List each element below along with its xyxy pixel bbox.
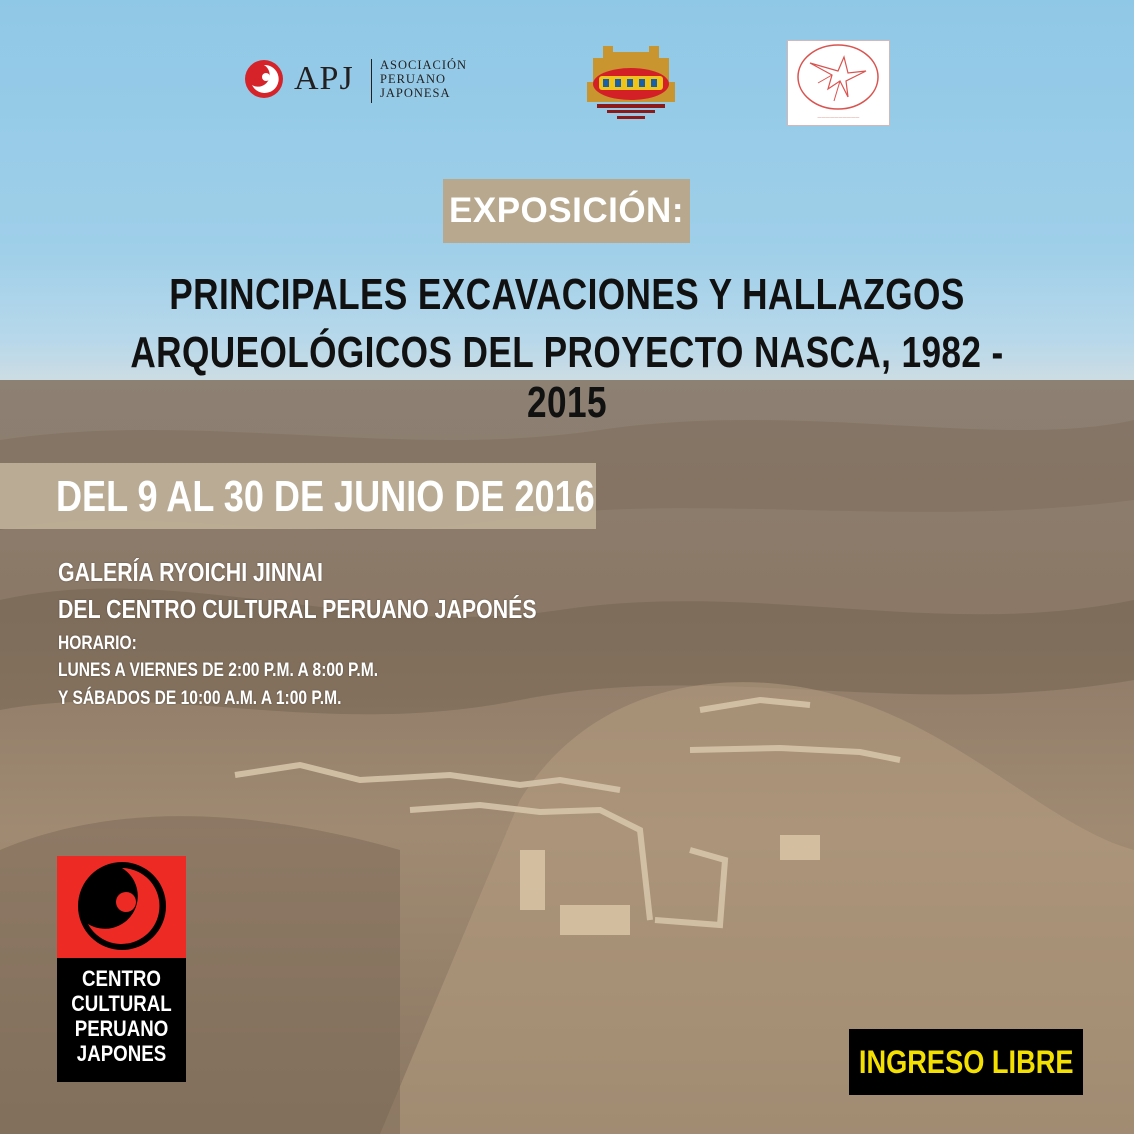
exhibition-label-text: EXPOSICIÓN:: [449, 191, 684, 230]
apj-name-line2: PERUANO: [380, 72, 447, 86]
nasca-bird-geoglyph-icon: [788, 41, 889, 117]
centro-cultural-line1: CENTRO: [82, 966, 161, 991]
schedule-line-2: Y SÁBADOS DE 10:00 A.M. A 1:00 P.M.: [58, 688, 342, 709]
title-line-1: PRINCIPALES EXCAVACIONES Y HALLAZGOS: [169, 270, 965, 319]
ciean-logo: [787, 40, 890, 126]
venue-line-1: GALERÍA RYOICHI JINNAI: [58, 557, 323, 587]
exhibition-label: [443, 179, 690, 243]
centro-cultural-line3: PERUANO: [74, 1016, 169, 1041]
schedule-line-1: LUNES A VIERNES DE 2:00 P.M. A 8:00 P.M.: [58, 660, 379, 681]
venue-line-2: DEL CENTRO CULTURAL PERUANO JAPONÉS: [58, 594, 537, 624]
apj-name-line3: JAPONESA: [380, 86, 451, 100]
centro-cultural-line4: JAPONES: [76, 1041, 167, 1066]
apj-name-line1: ASOCIACIÓN: [380, 58, 468, 72]
admission-badge: [849, 1029, 1083, 1095]
admission-text: INGRESO LIBRE: [858, 1043, 1074, 1080]
centro-cultural-logo-mark: [57, 856, 186, 958]
centro-cultural-name: [67, 966, 177, 1066]
apj-swirl-icon: [244, 59, 284, 99]
schedule-label: HORARIO:: [58, 633, 137, 654]
ciean-caption: ——————————: [817, 114, 860, 119]
apj-name: [380, 58, 467, 100]
date-text: DEL 9 AL 30 DE JUNIO DE 2016: [56, 472, 595, 521]
centro-cultural-logo: [57, 856, 186, 1082]
apj-divider: [371, 59, 372, 103]
apj-logo: [244, 55, 479, 107]
congress-emblem-icon: [583, 42, 679, 122]
congress-logo: [583, 42, 679, 122]
title-line-2: ARQUEOLÓGICOS DEL PROYECTO NASCA, 1982 - 2015: [130, 328, 1004, 427]
date-banner: [0, 463, 596, 529]
swirl-icon: [74, 858, 170, 954]
centro-cultural-line2: CULTURAL: [71, 991, 172, 1016]
apj-acronym: APJ: [294, 60, 354, 97]
